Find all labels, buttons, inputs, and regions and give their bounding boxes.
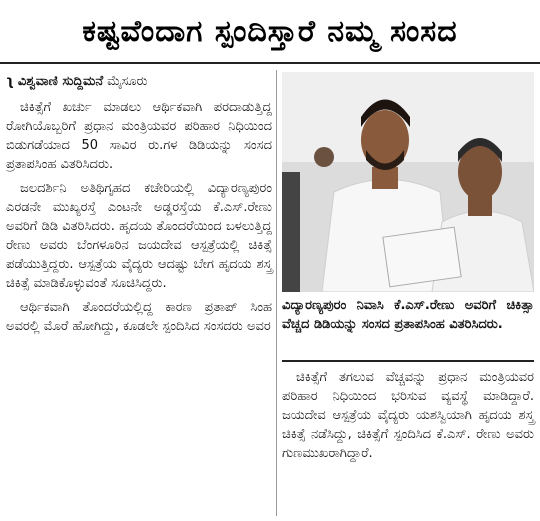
photo-caption: ವಿದ್ಯಾರಣ್ಯಪುರಂ ನಿವಾಸಿ ಕೆ.ಎಸ್.ರೇಣು ಅವರಿಗೆ ಚಿಕಿತ್ಸಾ ವೆಚ್ಚದ ಡಿಡಿಯನ್ನು ಸಂಸದ ಪ್ರತಾಪಸಿಂಹ ವಿತರಿಸಿದರು.	[282, 298, 534, 332]
column-divider	[276, 70, 277, 516]
dateline-source: ವಿಶ್ವವಾಣಿ ಸುದ್ದಿಮನೆ	[17, 73, 104, 89]
photo-illustration	[282, 72, 534, 292]
news-photo	[282, 72, 534, 292]
article-right-column	[282, 368, 534, 463]
article-paragraph: ಚಿಕಿತ್ಸೆಗೆ ತಗಲುವ ವೆಚ್ಚವನ್ನು ಪ್ರಧಾನ ಮಂತ್ರಿಯವರ ಪರಿಹಾರ ನಿಧಿಯಿಂದ ಭರಿಸುವ ವ್ಯವಸ್ಥೆ ಮಾಡಿದ್ದಾರೆ. ಜಯದೇವ ಆಸ್ಪತ್ರೆಯ ವೈದ್ಯರು ಯಶಸ್ವಿಯಾಗಿ ಹೃದಯ ಶಸ್ತ್ರ ಚಿಕಿತ್ಸೆ ನಡೆಸಿದ್ದು, ಚಿಕಿತ್ಸೆಗೆ ಸ್ಪಂದಿಸಿದ ಕೆ.ಎಸ್. ರೇಣು ಅವರು ಗುಣಮುಖರಾಗಿದ್ದಾರೆ.	[282, 370, 534, 461]
article-paragraph: ಜಲದರ್ಶಿನಿ ಅತಿಥಿಗೃಹದ ಕಚೇರಿಯಲ್ಲಿ ವಿದ್ಯಾರಣ್ಯಪುರಂ ಎರಡನೇ ಮುಖ್ಯರಸ್ತೆ ಎಂಟನೇ ಅಡ್ಡರಸ್ತೆಯ ಕೆ.ಎಸ್.ರೇಣು ಅವರಿಗೆ ಡಿಡಿ ವಿತರಿಸಿದರು. ಹೃದಯ ತೊಂದರೆಯಿಂದ ಬಳಲುತ್ತಿದ್ದ ರೇಣು ಅವರು ಬೆಂಗಳೂರಿನ ಜಯದೇವ ಆಸ್ಪತ್ರೆಯಲ್ಲಿ ಚಿಕಿತ್ಸೆ ಪಡೆಯುತ್ತಿದ್ದರು. ಆಸ್ಪತ್ರೆಯ ವೈದ್ಯರು ಆದಷ್ಟು ಬೇಗ ಹೃದಯ ಶಸ್ತ್ರ ಚಿಕಿತ್ಸೆ ಮಾಡಿಕೊಳ್ಳುವಂತೆ ಸೂಚಿಸಿದ್ದರು.	[6, 181, 272, 291]
article-left-column	[6, 98, 272, 341]
caption-rule	[282, 360, 534, 362]
rss-icon: ʅ	[6, 73, 14, 89]
dateline	[6, 70, 268, 92]
headline-rule	[0, 62, 540, 64]
dateline-place: ಮೈಸೂರು	[107, 73, 148, 89]
article-paragraph: ಚಿಕಿತ್ಸೆಗೆ ಖರ್ಚು ಮಾಡಲು ಆರ್ಥಿಕವಾಗಿ ಪರದಾಡುತ್ತಿದ್ದ ರೋಗಿಯೊಬ್ಬರಿಗೆ ಪ್ರಧಾನ ಮಂತ್ರಿಯವರ ಪರಿಹಾರ ನಿಧಿಯಿಂದ ಬಿಡುಗಡೆಯಾದ 50 ಸಾವಿರ ರು.ಗಳ ಡಿಡಿಯನ್ನು ಸಂಸದ ಪ್ರತಾಪಸಿಂಹ ವಿತರಿಸಿದರು.	[6, 100, 272, 172]
headline: ಕಷ್ಟವೆಂದಾಗ ಸ್ಪಂದಿಸ್ತಾರೆ ನಮ್ಮ ಸಂಸದ	[82, 13, 458, 49]
article-paragraph: ಆರ್ಥಿಕವಾಗಿ ತೊಂದರೆಯಲ್ಲಿದ್ದ ಕಾರಣ ಪ್ರತಾಪ್ ಸಿಂಹ ಅವರಲ್ಲಿ ಮೊರೆ ಹೋಗಿದ್ದು, ಕೂಡಲೇ ಸ್ಪಂದಿಸಿದ ಸಂಸದರು ಅವರ	[6, 300, 272, 334]
